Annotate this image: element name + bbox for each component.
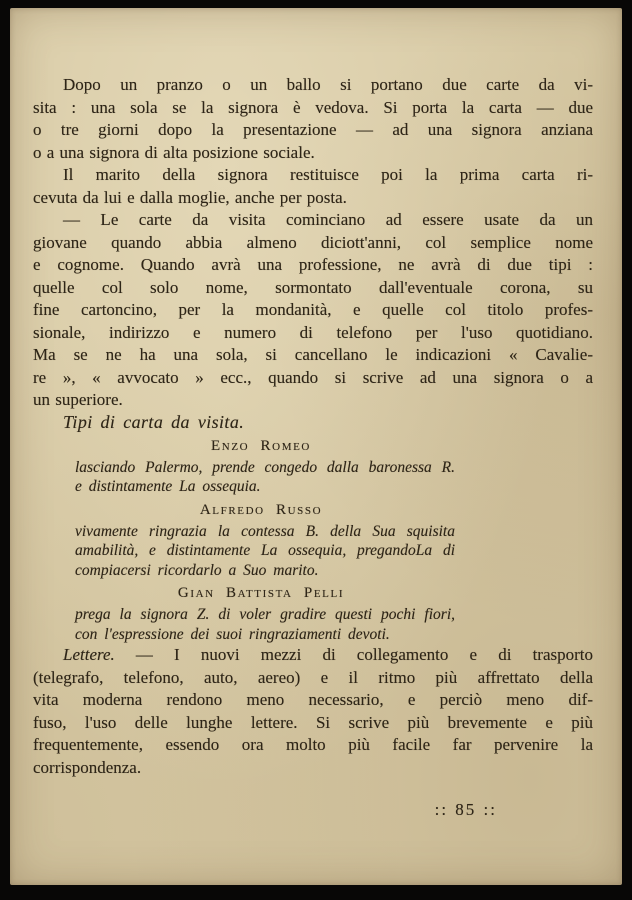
text-line: fine cartoncino, per la mondanità, e quelle col titolo profes-: [33, 300, 593, 319]
text-line: frequentemente, essendo ora molto più facile far pervenire la: [33, 735, 593, 754]
text-line: o a una signora di alta posizione sociale.: [33, 142, 315, 162]
paragraph-letters: [33, 644, 593, 779]
card-name-gian-battista-pelli: Gian Battista Pelli: [177, 585, 345, 601]
text-line: amabilità, e distintamente La ossequia, pregandoLa di: [75, 542, 455, 559]
page-content: [33, 74, 593, 822]
text-line: re », « avvocato » ecc., quando si scrive ad una signora o a: [33, 367, 593, 387]
card-message-alfredo-russo: [75, 522, 455, 581]
text-line: corrispondenza.: [33, 757, 142, 777]
section-heading-card-types: Tipi di carta da visita.: [63, 411, 245, 432]
text-line: Lettere. — I nuovi mezzi di collegamento e di trasporto: [63, 645, 593, 664]
text-line: Dopo un pranzo o un ballo si portano due carte da vi-: [63, 75, 593, 94]
page-number: :: 85 ::: [434, 800, 497, 819]
text-line: e distintamente La ossequia.: [75, 478, 261, 495]
text-line: prega la signora Z. di voler gradire questi pochi fiori,: [75, 606, 455, 623]
text-line: lasciando Palermo, prende congedo dalla baronessa R.: [75, 458, 455, 476]
text-line: un superiore.: [33, 390, 123, 409]
text-line: sita : una sola se la signora è vedova. Si porta la carta — due: [33, 97, 593, 117]
text-line: con l'espressione dei suoi ringraziamenti devoti.: [75, 625, 390, 643]
paragraph-card-usage-rules: [33, 209, 593, 412]
paragraph-husband-returns-card: [33, 164, 593, 209]
card-name-enzo-romeo: Enzo Romeo: [211, 437, 311, 454]
card-message-gian-battista-pelli: [75, 605, 455, 644]
text-line: Ma se ne ha una sola, si cancellano le indicazioni « Cavalie-: [33, 345, 593, 364]
text-line: vivamente ringrazia la contessa B. della Sua squisita: [75, 522, 455, 540]
text-line: vita moderna rendono meno necessario, e perciò meno dif-: [33, 690, 593, 709]
lead-word-italic: Lettere.: [63, 645, 115, 664]
book-page: [10, 8, 622, 885]
paragraph-cards-after-dinner: [33, 74, 593, 164]
text-line: compiacersi ricordarlo a Suo marito.: [75, 561, 319, 579]
text-line: giovane quando abbia almeno diciott'anni, col semplice nome: [33, 232, 593, 252]
text-line: — Le carte da visita cominciano ad essere usate da un: [63, 210, 593, 229]
text-line: fuso, l'uso delle lunghe lettere. Si scrive più brevemente e più: [33, 712, 593, 732]
text-line: quelle col solo nome, sormontato dall'eventuale corona, su: [33, 277, 593, 297]
text-line: Il marito della signora restituisce poi la prima carta ri-: [63, 165, 593, 184]
text-line: sionale, indirizzo e numero di telefono per l'uso quotidiano.: [33, 322, 593, 342]
text-line: (telegrafo, telefono, auto, aereo) e il ritmo più affrettato della: [33, 667, 593, 687]
text-line: e cognome. Quando avrà una professione, ne avrà di due tipi :: [33, 255, 593, 274]
text-line: cevuta da lui e dalla moglie, anche per posta.: [33, 187, 347, 207]
text-line: o tre giorni dopo la presentazione — ad una signora anziana: [33, 120, 593, 139]
card-message-enzo-romeo: [75, 458, 455, 497]
card-name-alfredo-russo: Alfredo Russo: [199, 501, 323, 518]
